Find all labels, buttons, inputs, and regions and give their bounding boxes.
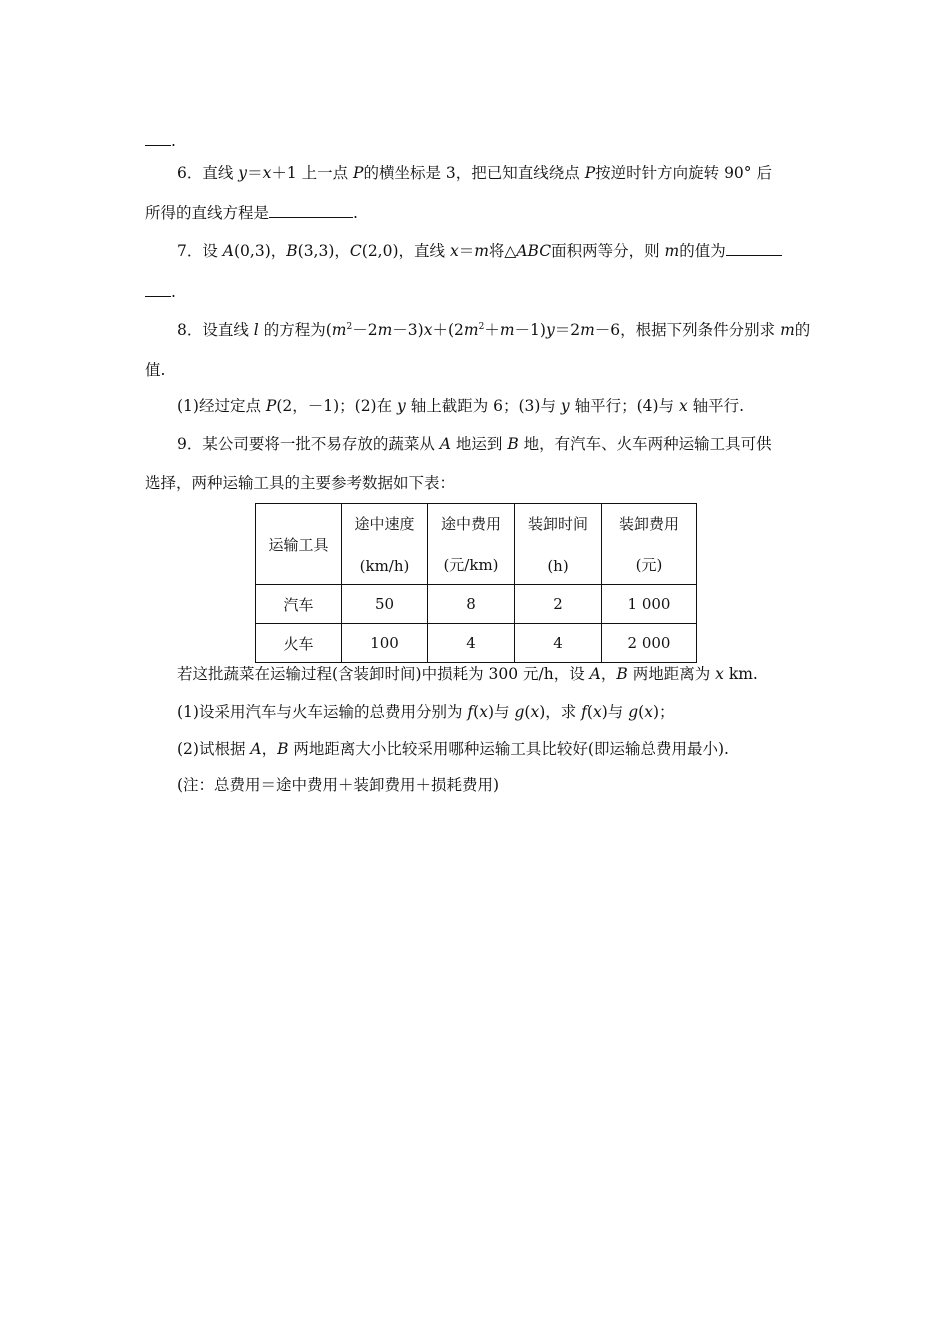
table-cell: 50	[342, 585, 428, 624]
table-cell: 100	[342, 624, 428, 663]
question-9-line-2: 选择，两种运输工具的主要参考数据如下表：	[145, 474, 456, 492]
answer-blank	[726, 241, 782, 256]
table-row	[256, 585, 697, 624]
table-header-row	[256, 504, 697, 585]
table-header-cell: 运输工具	[256, 504, 342, 585]
table-row	[256, 624, 697, 663]
question-8-line-2: 值.	[145, 361, 166, 379]
question-8-conditions: (1)经过定点 P(2，－1)；(2)在 y 轴上截距为 6；(3)与 y 轴平行；(4)与 x 轴平行.	[177, 397, 745, 415]
question-9-loss-statement: 若这批蔬菜在运输过程(含装卸时间)中损耗为 300 元/h，设 A，B 两地距离为 x km.	[177, 665, 758, 683]
question-7-line-1: 7．设 A(0,3)，B(3,3)，C(2,0)，直线 x＝m将△ABC面积两等分，则 m的值为	[177, 241, 782, 261]
table-header-cell: 装卸费用 (元)	[602, 504, 697, 585]
table-cell: 2	[515, 585, 602, 624]
answer-blank	[145, 131, 171, 146]
question-8-line-1: 8．设直线 l 的方程为$(m^2-2m-3)x+(2m^2+m-1)y=2m-6$，根据下列条件分别求 m的	[177, 321, 811, 339]
question-9-part-2: (2)试根据 A，B 两地距离大小比较采用哪种运输工具比较好(即运输总费用最小).	[177, 740, 729, 758]
transport-data-table	[255, 503, 697, 663]
question-9-line-1: 9．某公司要将一批不易存放的蔬菜从 A 地运到 B 地，有汽车、火车两种运输工具可供	[177, 435, 772, 453]
table-header-cell: 装卸时间 (h)	[515, 504, 602, 585]
table-cell: 1 000	[602, 585, 697, 624]
table-cell: 4	[515, 624, 602, 663]
period: .	[171, 132, 176, 150]
table-cell: 8	[428, 585, 515, 624]
question-9-part-1: (1)设采用汽车与火车运输的总费用分别为 f(x)与 g(x)，求 f(x)与 g(x)；	[177, 703, 675, 721]
table-cell: 2 000	[602, 624, 697, 663]
answer-blank	[145, 282, 171, 297]
question-6-line-1: 6．直线 y＝x＋1 上一点 P的横坐标是 3，把已知直线绕点 P按逆时针方向旋转 90° 后	[177, 164, 772, 182]
table-cell: 4	[428, 624, 515, 663]
table-header-cell: 途中费用 (元/km)	[428, 504, 515, 585]
question-7-line-2: .	[145, 282, 176, 302]
table-row-label: 火车	[256, 624, 342, 663]
answer-blank	[269, 203, 353, 218]
previous-answer-blank-end	[145, 131, 176, 151]
table-row-label: 汽车	[256, 585, 342, 624]
question-6-line-2: 所得的直线方程是 .	[145, 204, 358, 222]
table-header-cell: 途中速度 (km/h)	[342, 504, 428, 585]
question-9-note: (注：总费用＝途中费用＋装卸费用＋损耗费用)	[177, 776, 500, 794]
